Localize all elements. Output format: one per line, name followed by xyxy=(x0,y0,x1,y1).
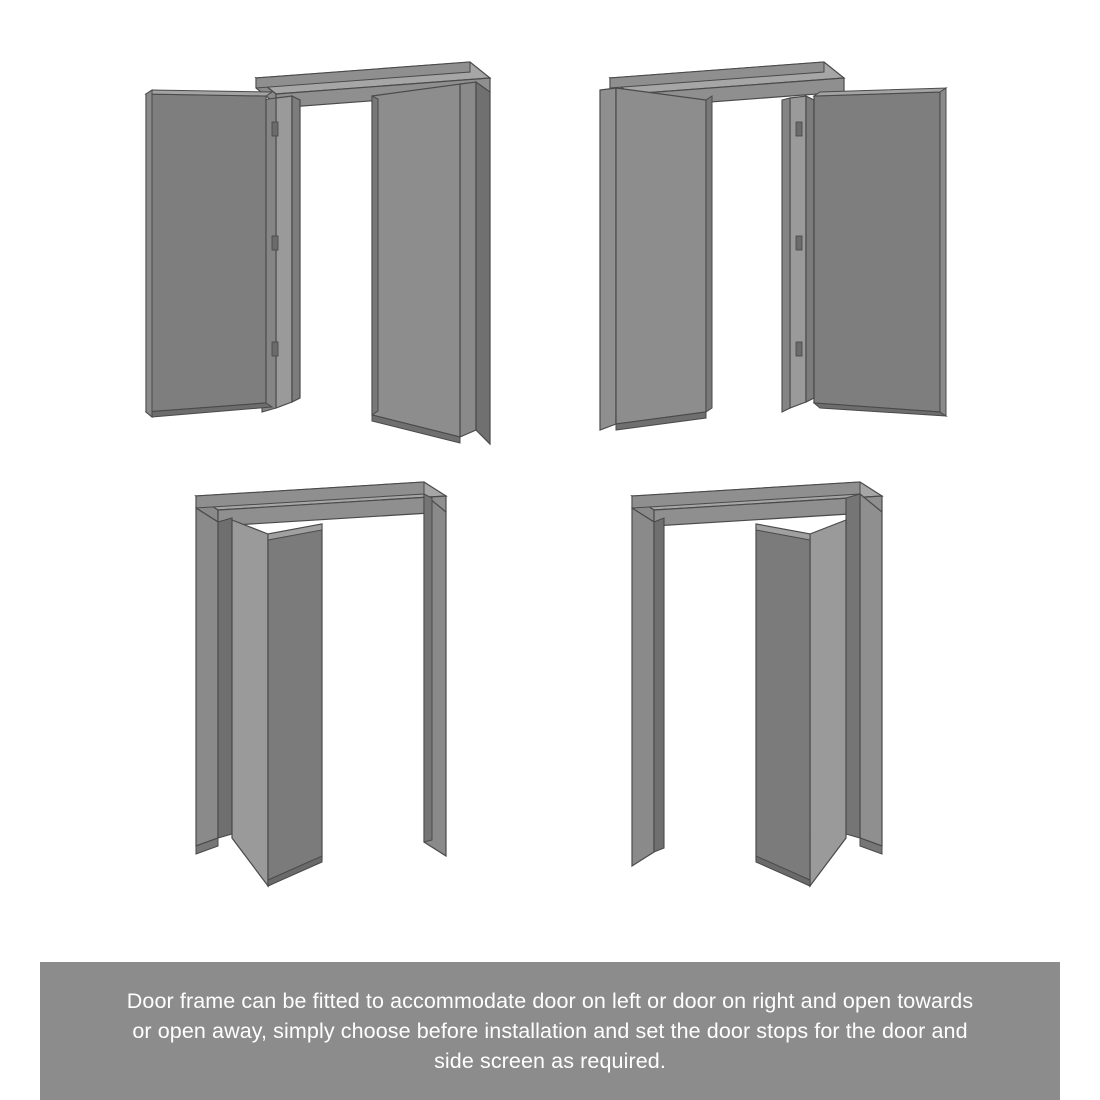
view-top-left xyxy=(146,62,490,444)
view-bottom-left xyxy=(196,482,446,886)
view-bottom-right xyxy=(632,482,882,886)
caption-text: Door frame can be fitted to accommodate door on left or door on right and open towards or open away, simply choose before installation and set the door stops for the door and side screen as required. xyxy=(126,989,974,1073)
caption-bar xyxy=(40,962,1060,1100)
view-top-right xyxy=(600,62,946,430)
